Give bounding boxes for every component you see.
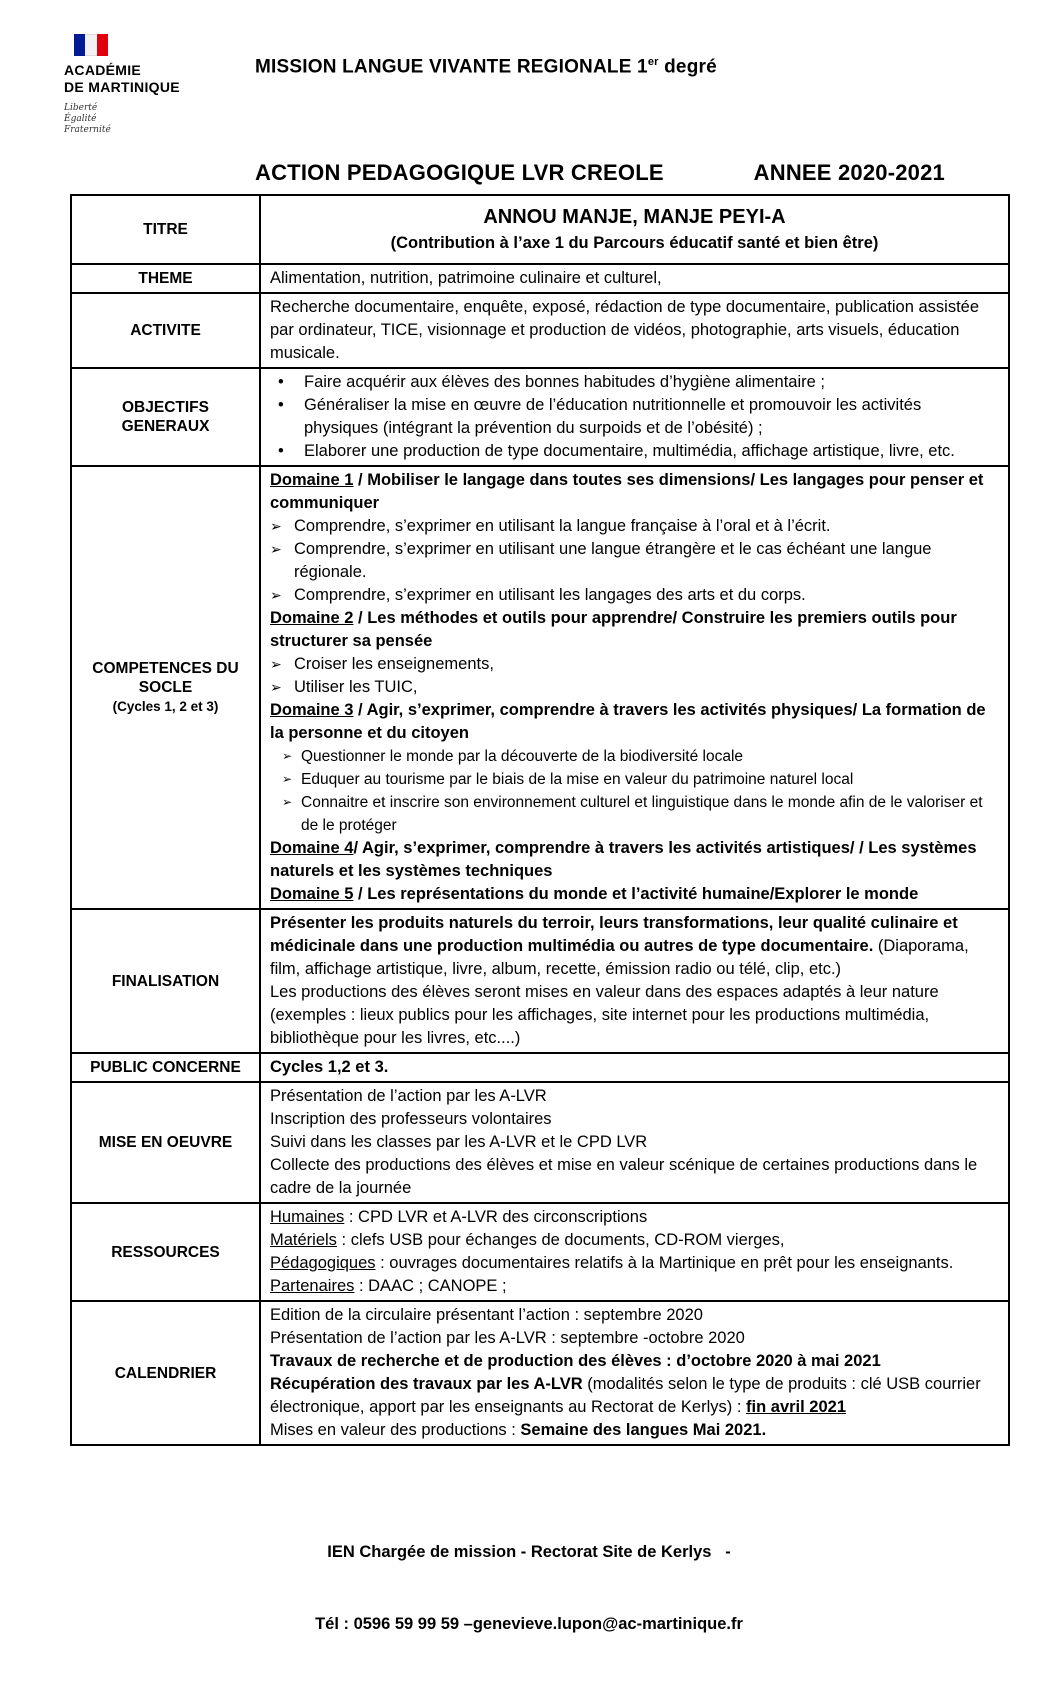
activite-text: Recherche documentaire, enquête, exposé, rédaction de type documentaire, publication assistée par ordinateur, TICE, visionnage et production de vidéos, photographie, arts visuels, éducation musicale.: [270, 298, 980, 362]
domaine-4-text: / Agir, s’exprimer, comprendre à travers les activités artistiques/ / Les systèmes naturels et les systèmes techniques: [270, 839, 977, 880]
objectif-text: Généraliser la mise en œuvre de l’éducation nutritionnelle et promouvoir les activités physiques (intégrant la prévention du surpoids et de l’obésité) ;: [304, 396, 922, 437]
domaine-1-item-text: Comprendre, s’exprimer en utilisant la langue française à l’oral et à l’écrit.: [294, 517, 831, 535]
domaine-2-text: / Les méthodes et outils pour apprendre/ Construire les premiers outils pour structurer sa pensée: [270, 609, 957, 650]
ressource-text: : clefs USB pour échanges de documents, CD-ROM vierges,: [336, 1231, 785, 1249]
public-label-cell: [71, 1053, 260, 1082]
flag-white-stripe: [85, 34, 96, 56]
mise-item: Présentation de l’action par les A-LVR: [270, 1087, 547, 1105]
domaine-2-item-text: Croiser les enseignements,: [294, 655, 494, 673]
objectif-item: [270, 394, 999, 440]
motto-liberte: Liberté: [64, 103, 98, 113]
competences-content-cell: [260, 466, 1009, 909]
objectifs-content-cell: [260, 368, 1009, 466]
mission-heading: [255, 56, 717, 78]
finalisation-paragraph-2: [270, 981, 999, 1050]
arrowhead-bullet-icon: ➢: [270, 679, 282, 695]
action-title: ANNOU MANJE, MANJE PEYI-A: [483, 206, 786, 228]
calendrier-line-2: Présentation de l’action par les A-LVR : septembre -octobre 2020: [270, 1329, 745, 1347]
arrowhead-bullet-icon: ➢: [282, 795, 293, 809]
document-title: [255, 160, 945, 186]
domaine-1-item-text: Comprendre, s’exprimer en utilisant une langue étrangère et le cas échéant une langue régionale.: [294, 540, 932, 581]
arrowhead-bullet-icon: ➢: [270, 656, 282, 672]
bullet-icon: •: [278, 373, 284, 391]
mise-item: Inscription des professeurs volontaires: [270, 1110, 552, 1128]
ressource-text: : CPD LVR et A-LVR des circonscriptions: [344, 1208, 648, 1226]
finalisation-bold-text: Présenter les produits naturels du terroir, leurs transformations, leur qualité culinaire et médicinale dans une production multimédia ou autres de type documentaire.: [270, 914, 958, 955]
logo-wordmark: [64, 62, 194, 96]
finalisation-content-cell: [260, 909, 1009, 1053]
calendrier-label: CALENDRIER: [114, 1364, 217, 1382]
calendrier-line-5-bold: Semaine des langues Mai 2021.: [520, 1421, 767, 1439]
mise-item: Suivi dans les classes par les A-LVR et le CPD LVR: [270, 1133, 648, 1151]
objectifs-label-cell: [71, 368, 260, 466]
domaine-3-text: / Agir, s’exprimer, comprendre à travers les activités physiques/ La formation de la personne et du citoyen: [270, 701, 986, 742]
row-finalisation: [71, 909, 1009, 1053]
mise-item: Collecte des productions des élèves et mise en valeur scénique de certaines productions dans le cadre de la journée: [270, 1156, 978, 1197]
ressource-term: Humaines: [270, 1208, 345, 1226]
ressources-label-cell: [71, 1203, 260, 1301]
titre-label-cell: [71, 195, 260, 264]
arrowhead-bullet-icon: ➢: [270, 587, 282, 603]
row-objectifs: [71, 368, 1009, 466]
public-content-cell: [260, 1053, 1009, 1082]
activite-label: ACTIVITE: [130, 322, 201, 339]
calendrier-label-cell: [71, 1301, 260, 1445]
ressource-term: Pédagogiques: [270, 1254, 376, 1272]
row-theme: [71, 264, 1009, 293]
objectifs-label: OBJECTIFS GENERAUX: [121, 399, 210, 435]
calendrier-line-3: Travaux de recherche et de production des élèves : d’octobre 2020 à mai 2021: [270, 1352, 881, 1370]
ressource-term: Matériels: [270, 1231, 337, 1249]
doc-title-year: ANNEE 2020-2021: [753, 160, 945, 185]
ressource-text: : DAAC ; CANOPE ;: [354, 1277, 507, 1295]
row-titre: [71, 195, 1009, 264]
competences-label-sub: (Cycles 1, 2 et 3): [112, 699, 219, 714]
domaine-5-text: / Les représentations du monde et l’activité humaine/Explorer le monde: [353, 885, 919, 903]
finalisation-label: FINALISATION: [111, 972, 220, 990]
flag-red-stripe: [97, 34, 108, 56]
row-competences: [71, 466, 1009, 909]
calendrier-line-5: [270, 1419, 999, 1442]
footer-line2: Tél : 0596 59 99 59 –genevieve.lupon@ac-martinique.fr: [315, 1615, 743, 1633]
arrowhead-bullet-icon: ➢: [270, 518, 282, 534]
calendrier-content-cell: [260, 1301, 1009, 1445]
objectif-text: Faire acquérir aux élèves des bonnes habitudes d’hygiène alimentaire ;: [304, 373, 825, 391]
ressource-text: : ouvrages documentaires relatifs à la Martinique en prêt pour les enseignants.: [375, 1254, 954, 1272]
document-header: [0, 0, 1058, 160]
row-public-concerne: [71, 1053, 1009, 1082]
ressource-term: Partenaires: [270, 1277, 355, 1295]
row-ressources: [71, 1203, 1009, 1301]
domaine-1-item: [270, 584, 999, 607]
calendrier-line-1: Edition de la circulaire présentant l’action : septembre 2020: [270, 1306, 703, 1324]
theme-label: THEME: [138, 270, 193, 287]
doc-title-left: ACTION PEDAGOGIQUE LVR CREOLE: [255, 160, 664, 185]
mise-label-cell: [71, 1082, 260, 1203]
domaine-2-item: [270, 653, 999, 676]
competences-label-cell: [71, 466, 260, 909]
domaine-3-label: Domaine 3: [270, 701, 354, 719]
ressource-item: [270, 1206, 999, 1229]
academie-logo: [64, 34, 194, 136]
row-activite: [71, 293, 1009, 368]
domaine-2-item: [270, 676, 999, 699]
action-table: [70, 194, 1010, 1446]
domaine-3-item: [270, 791, 999, 837]
document-footer: [0, 1492, 1058, 1684]
finalisation-line2-text: Les productions des élèves seront mises en valeur dans des espaces adaptés à leur nature (exemples : lieux publics pour les affichages, site internet pour les productions multimédia, bibliothèque pour les livres, etc....): [270, 983, 939, 1047]
domaine-3-item: [270, 768, 999, 791]
objectif-text: Elaborer une production de type documentaire, multimédia, affichage artistique, livre, etc.: [304, 442, 955, 460]
flag-blue-stripe: [74, 34, 85, 56]
domaine-4-heading: [270, 837, 999, 883]
motto-egalite: Égalité: [64, 114, 97, 124]
domaine-3-item-text: Eduquer au tourisme par le biais de la mise en valeur du patrimoine naturel local: [301, 771, 854, 788]
ressource-item: [270, 1252, 999, 1275]
calendrier-line-5-plain: Mises en valeur des productions :: [270, 1421, 521, 1439]
calendrier-line-4: [270, 1373, 999, 1419]
titre-label: TITRE: [143, 221, 188, 238]
titre-content-cell: [260, 195, 1009, 264]
french-flag-icon: [74, 34, 108, 56]
logo-line1: ACADÉMIE: [64, 62, 142, 78]
domaine-2-label: Domaine 2: [270, 609, 354, 627]
logo-line2: DE MARTINIQUE: [64, 79, 180, 95]
theme-content-cell: [260, 264, 1009, 293]
domaine-4-label: Domaine 4: [270, 839, 354, 857]
calendrier-line-4-plain: (modalités selon le type de produits : clé USB courrier électronique, apport par les enseignants au Rectorat de Kerlys) :: [270, 1375, 981, 1416]
domaine-2-heading: [270, 607, 999, 653]
arrowhead-bullet-icon: ➢: [282, 772, 293, 786]
calendrier-line-4-date: fin avril 2021: [746, 1398, 847, 1416]
ressource-item: [270, 1275, 999, 1298]
mise-label: MISE EN OEUVRE: [98, 1134, 233, 1151]
domaine-1-item: [270, 515, 999, 538]
bullet-icon: •: [278, 442, 284, 460]
domaine-3-heading: [270, 699, 999, 745]
domaine-3-item-text: Connaitre et inscrire son environnement culturel et linguistique dans le monde afin de le valoriser et de le protéger: [301, 794, 983, 834]
domaine-1-item-text: Comprendre, s’exprimer en utilisant les langages des arts et du corps.: [294, 586, 806, 604]
bullet-icon: •: [278, 396, 284, 414]
mission-suffix: degré: [658, 56, 717, 78]
mise-content-cell: [260, 1082, 1009, 1203]
activite-label-cell: [71, 293, 260, 368]
row-mise-en-oeuvre: [71, 1082, 1009, 1203]
objectif-item: [270, 371, 999, 394]
domaine-2-item-text: Utiliser les TUIC,: [294, 678, 418, 696]
domaine-1-heading: [270, 469, 999, 515]
motto-fraternite: Fraternité: [64, 125, 111, 135]
domaine-1-label: Domaine 1: [270, 471, 354, 489]
mission-superscript: er: [647, 56, 659, 68]
ressource-item: [270, 1229, 999, 1252]
mission-text: MISSION LANGUE VIVANTE REGIONALE 1: [255, 56, 648, 78]
public-text: Cycles 1,2 et 3.: [270, 1058, 389, 1076]
objectif-item: [270, 440, 999, 463]
finalisation-label-cell: [71, 909, 260, 1053]
ressources-content-cell: [260, 1203, 1009, 1301]
public-label: PUBLIC CONCERNE: [90, 1059, 241, 1076]
domaine-5-label: Domaine 5: [270, 885, 354, 903]
theme-text: Alimentation, nutrition, patrimoine culinaire et culturel,: [270, 269, 662, 287]
footer-line1: IEN Chargée de mission - Rectorat Site de Kerlys -: [327, 1543, 731, 1561]
theme-label-cell: [71, 264, 260, 293]
domaine-1-item: [270, 538, 999, 584]
finalisation-paragraph-1: [270, 912, 999, 981]
domaine-1-text: / Mobiliser le langage dans toutes ses dimensions/ Les langages pour penser et communiquer: [270, 471, 984, 512]
arrowhead-bullet-icon: ➢: [270, 541, 282, 557]
action-subtitle: (Contribution à l’axe 1 du Parcours éducatif santé et bien être): [390, 234, 879, 252]
domaine-3-item-text: Questionner le monde par la découverte de la biodiversité locale: [301, 748, 744, 765]
activite-content-cell: [260, 293, 1009, 368]
logo-motto: [64, 103, 194, 136]
domaine-5-heading: [270, 883, 999, 906]
finalisation-plain-text: (Diaporama, film, affichage artistique, livre, album, recette, émission radio ou télé, clip, etc.): [270, 937, 969, 978]
domaine-3-item: [270, 745, 999, 768]
arrowhead-bullet-icon: ➢: [282, 749, 293, 763]
competences-label: COMPETENCES DU SOCLE: [92, 660, 239, 696]
row-calendrier: [71, 1301, 1009, 1445]
calendrier-line-4-bold: Récupération des travaux par les A-LVR: [270, 1375, 588, 1393]
ressources-label: RESSOURCES: [111, 1243, 220, 1261]
